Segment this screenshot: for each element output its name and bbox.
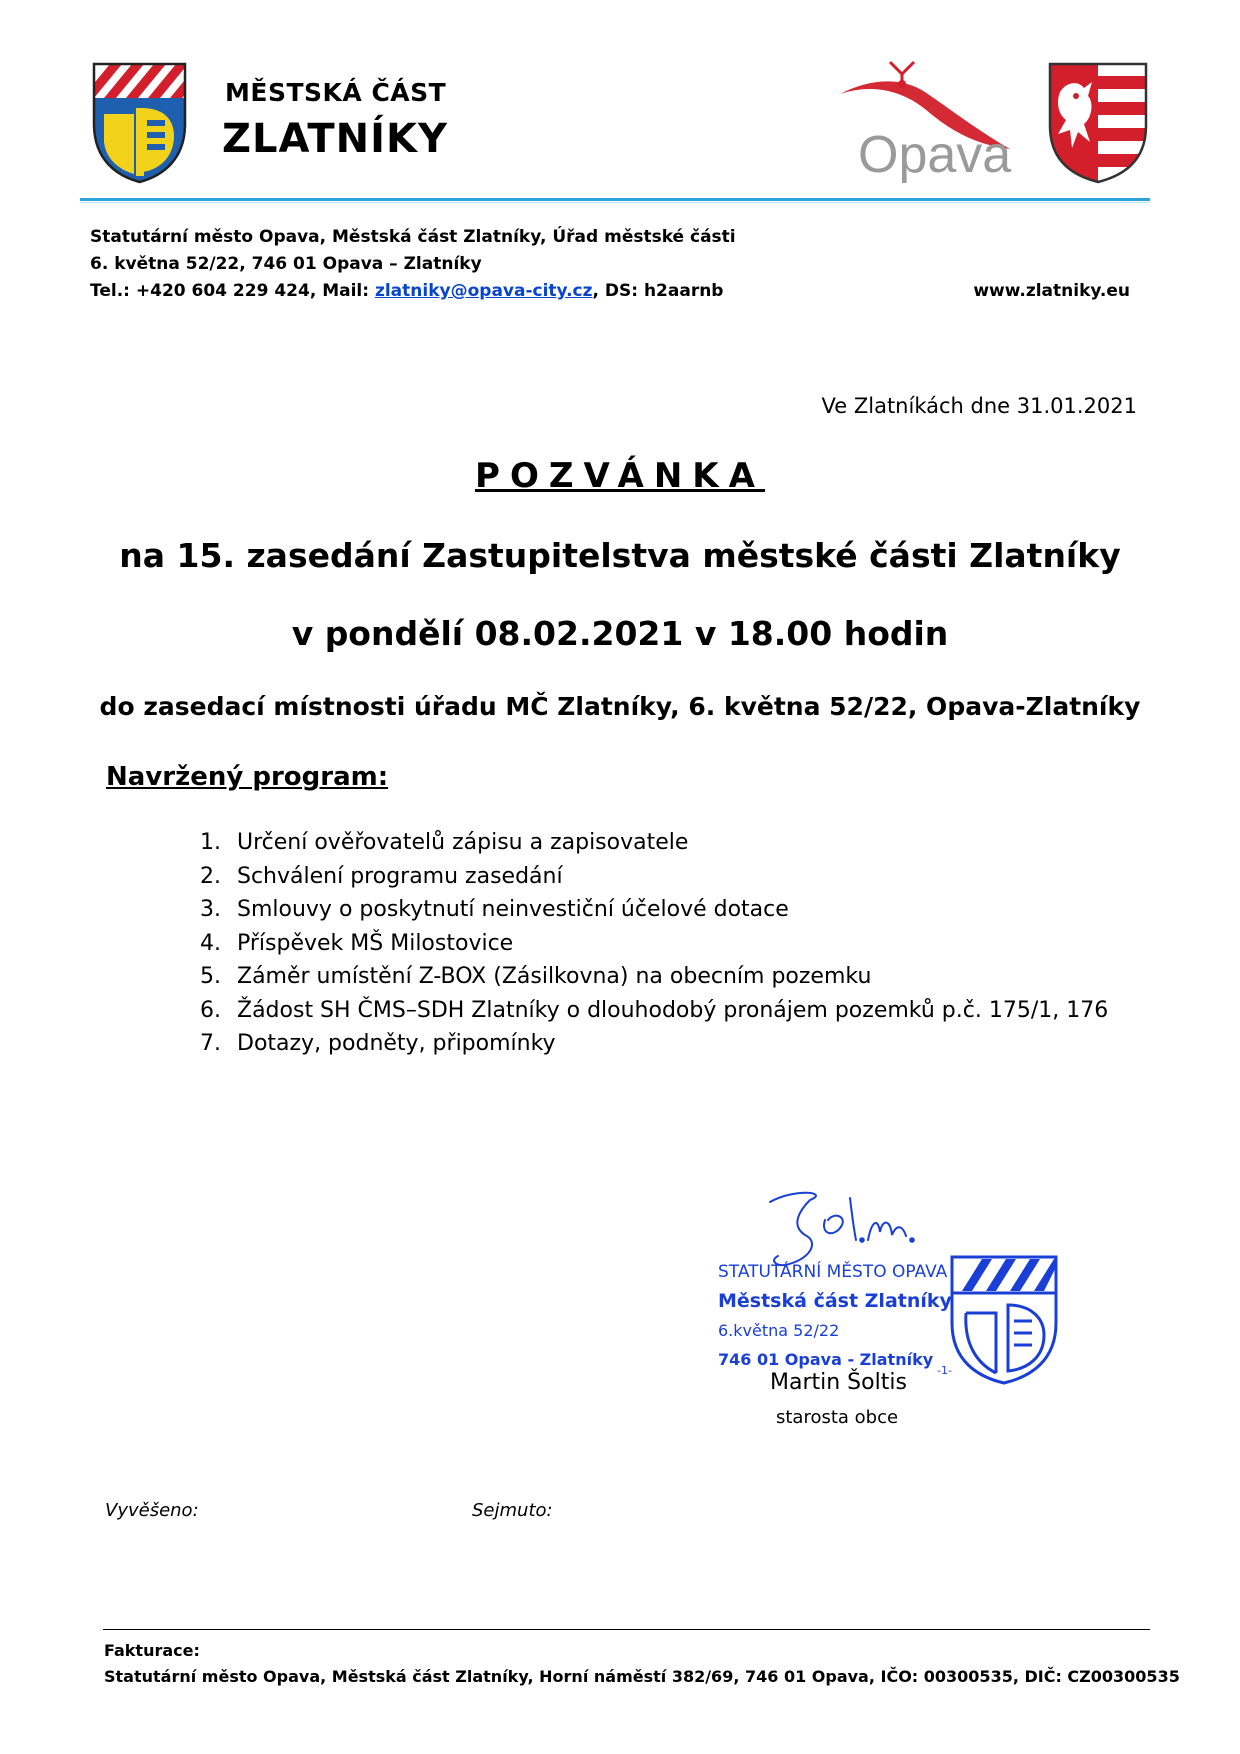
list-item [200,826,1108,860]
header-rule [80,198,1150,201]
stamp-line1: STATUTÁRNÍ MĚSTO OPAVA [718,1262,948,1282]
list-item [200,960,1108,994]
item-number: 6. [200,997,221,1023]
item-number: 2. [200,863,221,889]
district-label: MĚSTSKÁ ČÁST [225,78,447,107]
opava-crest-icon [1048,62,1148,184]
program-heading: Navržený program: [106,762,389,792]
stamp-line2: Městská část Zlatníky [718,1290,952,1312]
item-number: 4. [200,930,221,956]
list-item [200,893,1108,927]
district-name: ZLATNÍKY [222,116,448,162]
ds-text: , DS: h2aarnb [592,281,724,301]
footer-billing-details: Statutární město Opava, Městská část Zlatníky, Horní náměstí 382/69, 746 01 Opava, IČO: 00300535, DIČ: CZ00300535 [104,1667,1180,1686]
zlatniky-crest-icon [92,62,187,184]
item-text: Záměr umístění Z-BOX (Zásilkovna) na obecním pozemku [237,964,872,989]
item-number: 7. [200,1031,221,1056]
signatory-name: Martin Šoltis [770,1370,907,1395]
program-list [200,826,1108,1061]
document-title: POZVÁNKA [475,456,765,496]
list-item [200,994,1108,1028]
item-text: Schválení programu zasedání [237,863,563,889]
email-link[interactable]: zlatniky@opava-city.cz [374,281,593,301]
signatory-role: starosta obce [776,1407,899,1428]
posted-label: Vyvěšeno: [105,1500,199,1521]
removed-label: Sejmuto: [472,1500,553,1521]
item-number: 3. [200,897,221,922]
meeting-subtitle: na 15. zasedání Zastupitelstva městské části Zlatníky [119,536,1121,575]
opava-logo [830,54,1040,184]
stamp-line3: 6.května 52/22 [718,1321,840,1340]
list-item [200,1027,1108,1061]
item-text: Určení ověřovatelů zápisu a zapisovatele [237,830,689,855]
meeting-datetime: v pondělí 08.02.2021 v 18.00 hodin [291,614,949,653]
date-line: Ve Zlatníkách dne 31.01.2021 [821,394,1137,418]
stamp-line4: 746 01 Opava - Zlatníky [718,1350,934,1369]
item-text: Žádost SH ČMS–SDH Zlatníky o dlouhodobý pronájem pozemků p.č. 175/1, 176 [237,997,1109,1023]
phone-text: Tel.: +420 604 229 424, Mail: [90,281,375,301]
list-item [200,860,1108,894]
contact-address-line2: 6. května 52/22, 746 01 Opava – Zlatníky [90,254,482,274]
item-number: 1. [200,830,221,855]
item-number: 5. [200,964,221,989]
item-text: Příspěvek MŠ Milostovice [237,930,514,956]
opava-logo-text: Opava [858,126,1012,184]
list-item [200,927,1108,961]
stamp-page-mark: -1- [937,1364,952,1377]
website-link[interactable]: www.zlatniky.eu [973,281,1130,301]
stamp-crest-icon [948,1253,1060,1385]
header-rule-shadow [80,202,1150,203]
item-text: Dotazy, podněty, připomínky [237,1031,556,1056]
contact-phone-mail-line [90,278,723,305]
item-text: Smlouvy o poskytnutí neinvestiční účelové dotace [237,897,789,922]
footer-heading: Fakturace: [104,1641,200,1660]
meeting-location: do zasedací místnosti úřadu MČ Zlatníky, 6. května 52/22, Opava-Zlatníky [99,692,1141,721]
contact-address-line1: Statutární město Opava, Městská část Zlatníky, Úřad městské části [90,227,736,247]
footer-rule [103,1629,1150,1630]
